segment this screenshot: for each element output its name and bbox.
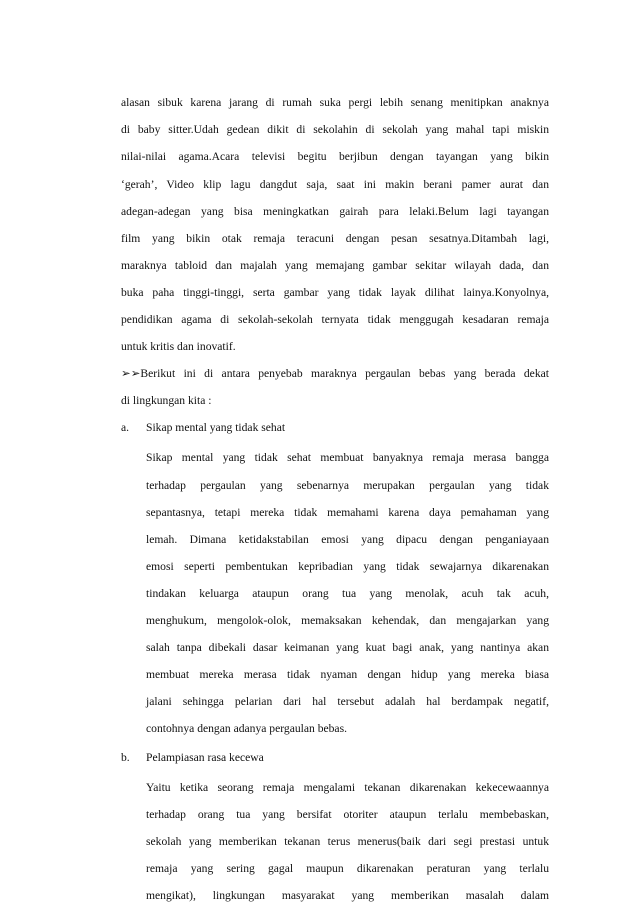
text-line: maraknya tabloid dan majalah yang memajang gambar sekitar wilayah dada, dan — [121, 259, 549, 272]
text-line: buka paha tinggi-tinggi, serta gambar yang tidak layak dilihat lainya.Konyolnya, — [121, 286, 549, 299]
text-line: nilai-nilai agama.Acara televisi begitu berjibun dengan tayangan yang bikin — [121, 150, 549, 163]
text-line: lemah. Dimana ketidakstabilan emosi yang dipacu dengan penganiayaan — [146, 533, 549, 546]
text-line: contohnya dengan adanya pergaulan bebas. — [146, 722, 347, 735]
text-line: salah tanpa dibekali dasar keimanan yang kuat bagi anak, yang nantinya akan — [146, 641, 549, 654]
text-line: membuat mereka merasa tidak nyaman dengan hidup yang mereka biasa — [146, 668, 549, 681]
list-item-title: Pelampiasan rasa kecewa — [146, 751, 264, 764]
text-line: Yaitu ketika seorang remaja mengalami tekanan dikarenakan kekecewaannya — [146, 781, 549, 794]
text-line: di lingkungan kita : — [121, 394, 212, 407]
text-line: ➢➢Berikut ini di antara penyebab maraknya pergaulan bebas yang berada dekat — [121, 367, 549, 380]
text-line: adegan-adegan yang bisa meningkatkan gairah para lelaki.Belum lagi tayangan — [121, 205, 549, 218]
text-line: ‘gerah’, Video klip lagu dangdut saja, saat ini makin berani pamer aurat dan — [121, 178, 549, 191]
text-line: menghukum, mengolok-olok, memaksakan kehendak, dan mengajarkan yang — [146, 614, 549, 627]
text-line: jalani sehingga pelarian dari hal tersebut adalah hal berdampak negatif, — [146, 695, 549, 708]
list-item-title: Sikap mental yang tidak sehat — [146, 421, 286, 434]
text-line: film yang bikin otak remaja teracuni dengan pesan sesatnya.Ditambah lagi, — [121, 232, 549, 245]
text-line: Sikap mental yang tidak sehat membuat banyaknya remaja merasa bangga — [146, 451, 549, 464]
text-line: tindakan keluarga ataupun orang tua yang menolak, acuh tak acuh, — [146, 587, 549, 600]
text-line: mengikat), lingkungan masyarakat yang memberikan masalah dalam — [146, 889, 549, 902]
text-line: remaja yang sering gagal maupun dikarenakan peraturan yang terlalu — [146, 862, 549, 875]
list-marker: b. — [121, 751, 130, 764]
text-line: sepantasnya, tetapi mereka tidak memahami karena daya pemahaman yang — [146, 506, 549, 519]
text-line: terhadap pergaulan yang sebenarnya merupakan pergaulan yang tidak — [146, 479, 549, 492]
text-line: pendidikan agama di sekolah-sekolah ternyata tidak menggugah kesadaran remaja — [121, 313, 549, 326]
text-line: untuk kritis dan inovatif. — [121, 340, 236, 353]
text-line: di baby sitter.Udah gedean dikit di sekolahin di sekolah yang mahal tapi miskin — [121, 123, 549, 136]
text-line: terhadap orang tua yang bersifat otoriter ataupun terlalu membebaskan, — [146, 808, 549, 821]
text-line: emosi seperti pembentukan kepribadian yang tidak sewajarnya dikarenakan — [146, 560, 549, 573]
list-marker: a. — [121, 421, 130, 434]
text-line: alasan sibuk karena jarang di rumah suka pergi lebih senang menitipkan anaknya — [121, 96, 549, 109]
text-line: sekolah yang memberikan tekanan terus menerus(baik dari segi prestasi untuk — [146, 835, 549, 848]
